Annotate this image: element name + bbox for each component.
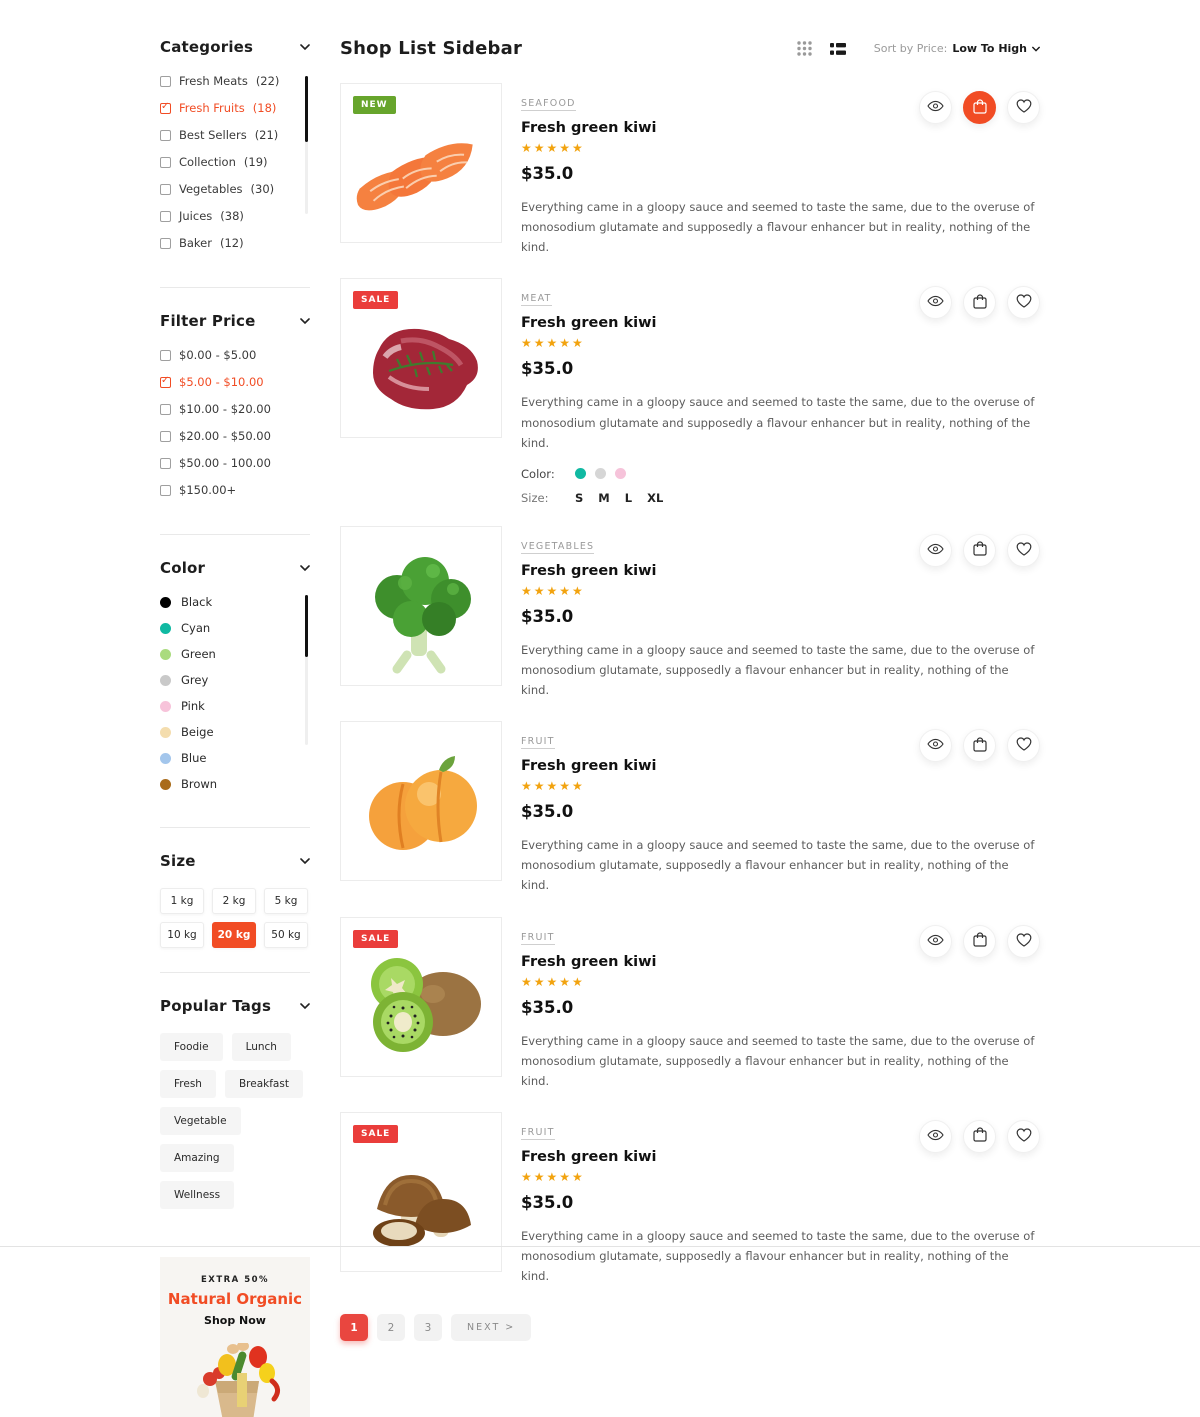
color-scrollbar-thumb[interactable] xyxy=(305,595,308,657)
page-button-2[interactable]: 2 xyxy=(377,1314,405,1341)
wishlist-button[interactable] xyxy=(1007,91,1040,124)
sale-badge: SALE xyxy=(353,1125,398,1143)
add-to-cart-button[interactable] xyxy=(963,925,996,958)
product-info xyxy=(521,278,1040,504)
product-info xyxy=(521,721,1040,895)
categories-title: Categories xyxy=(160,38,254,56)
size-section xyxy=(160,852,310,973)
category-label: Fresh Fruits xyxy=(179,101,245,115)
color-swatch xyxy=(160,675,171,686)
color-filter-grey[interactable] xyxy=(160,673,296,687)
category-filter-baker[interactable] xyxy=(160,236,296,250)
chevron-down-icon xyxy=(300,1001,310,1011)
product-image[interactable] xyxy=(340,278,502,438)
color-name: Cyan xyxy=(181,621,211,635)
category-filter-fresh-meats[interactable] xyxy=(160,74,296,88)
product-actions xyxy=(919,1120,1040,1153)
color-filter-brown[interactable] xyxy=(160,777,296,791)
category-list xyxy=(160,74,310,250)
price-range-label: $20.00 - $50.00 xyxy=(179,429,271,443)
eye-icon xyxy=(927,100,944,115)
product-options xyxy=(521,467,1040,505)
color-swatch xyxy=(160,727,171,738)
price-filter-4[interactable] xyxy=(160,456,310,470)
wishlist-button[interactable] xyxy=(1007,1120,1040,1153)
color-name: Brown xyxy=(181,777,218,791)
tag-foodie[interactable]: Foodie xyxy=(160,1033,223,1061)
product-title[interactable]: Fresh green kiwi xyxy=(521,562,657,579)
checkbox-icon[interactable] xyxy=(160,350,171,361)
category-label: Juices xyxy=(179,209,213,223)
product-image[interactable] xyxy=(340,526,502,686)
tag-lunch[interactable]: Lunch xyxy=(232,1033,291,1061)
popular-tags-title: Popular Tags xyxy=(160,997,272,1015)
product-list xyxy=(340,83,1040,1286)
color-swatch xyxy=(160,597,171,608)
category-filter-collection[interactable] xyxy=(160,155,296,169)
list-view-icon[interactable] xyxy=(828,40,848,58)
product-image[interactable] xyxy=(340,1112,502,1272)
size-header[interactable] xyxy=(160,852,310,870)
sort-by-price-dropdown[interactable] xyxy=(874,42,1040,55)
quick-view-button[interactable] xyxy=(919,286,952,319)
color-name: Blue xyxy=(181,751,207,765)
tag-breakfast[interactable]: Breakfast xyxy=(225,1070,303,1098)
category-count: (19) xyxy=(243,155,268,169)
color-swatch xyxy=(160,649,171,660)
product-category-link[interactable]: FRUIT xyxy=(521,1126,555,1138)
product-description: Everything came in a gloopy sauce and seemed to taste the same, due to the overuse of monosodium glutamate, supposedly a flavour enhancer but in reality, nothing of the kind. xyxy=(521,642,1035,697)
checkbox-icon[interactable] xyxy=(160,157,171,168)
add-to-cart-button[interactable] xyxy=(963,286,996,319)
star-rating: ★★★★★ xyxy=(521,1169,585,1184)
product-price: $35.0 xyxy=(521,1192,574,1212)
chevron-down-icon xyxy=(300,563,310,573)
price-range-label: $50.00 - 100.00 xyxy=(179,456,271,470)
eye-icon xyxy=(927,295,944,310)
star-rating: ★★★★★ xyxy=(521,336,585,351)
filter-price-title: Filter Price xyxy=(160,312,256,330)
price-range-label: $0.00 - $5.00 xyxy=(179,348,257,362)
list-controls xyxy=(795,39,1040,58)
sale-badge: SALE xyxy=(353,291,398,309)
filters-sidebar xyxy=(160,38,310,1417)
color-filter-cyan[interactable] xyxy=(160,621,296,635)
checkbox-icon[interactable] xyxy=(160,184,171,195)
heart-icon xyxy=(1016,542,1032,559)
category-label: Vegetables xyxy=(179,182,243,196)
product-row-6 xyxy=(340,1112,1040,1286)
heart-icon xyxy=(1016,99,1032,116)
product-image[interactable] xyxy=(340,721,502,881)
product-actions xyxy=(919,91,1040,124)
add-to-cart-button[interactable] xyxy=(963,91,996,124)
price-filter-3[interactable] xyxy=(160,429,310,443)
color-options-label: Color: xyxy=(521,466,555,481)
category-filter-juices[interactable] xyxy=(160,209,296,223)
page-title: Shop List Sidebar xyxy=(340,38,523,59)
size-option-m[interactable]: M xyxy=(598,490,610,505)
product-description: Everything came in a gloopy sauce and seemed to taste the same, due to the overuse of monosodium glutamate and supposedly a flavour enhancer but in reality, nothing of the kind. xyxy=(521,200,1035,255)
color-option-dot[interactable] xyxy=(615,468,626,479)
chevron-down-icon xyxy=(300,856,310,866)
popular-tags-section xyxy=(160,997,310,1233)
color-swatch xyxy=(160,623,171,634)
tag-wellness[interactable]: Wellness xyxy=(160,1181,234,1209)
star-rating: ★★★★★ xyxy=(521,141,585,155)
color-swatch xyxy=(160,701,171,712)
size-options xyxy=(160,888,310,948)
tag-list xyxy=(160,1033,310,1209)
categories-scrollbar-thumb[interactable] xyxy=(305,76,308,142)
filter-price-section xyxy=(160,312,310,535)
price-filter-2[interactable] xyxy=(160,402,310,416)
product-row-2 xyxy=(340,278,1040,504)
price-filter-list xyxy=(160,348,310,497)
size-option-s[interactable]: S xyxy=(575,490,584,505)
product-price: $35.0 xyxy=(521,164,574,183)
product-price: $35.0 xyxy=(521,606,574,626)
add-to-cart-button[interactable] xyxy=(963,1120,996,1153)
heart-icon xyxy=(1016,737,1032,754)
size-title: Size xyxy=(160,852,196,870)
color-swatch xyxy=(160,753,171,764)
star-rating: ★★★★★ xyxy=(521,583,585,598)
wishlist-button[interactable] xyxy=(1007,286,1040,319)
product-description: Everything came in a gloopy sauce and seemed to taste the same, due to the overuse of monosodium glutamate, supposedly a flavour enhancer but in reality, nothing of the kind. xyxy=(521,838,1035,893)
banner-vegetables-image xyxy=(175,1343,295,1417)
color-filter-black[interactable] xyxy=(160,595,296,609)
color-filter-green[interactable] xyxy=(160,647,296,661)
categories-section xyxy=(160,38,310,288)
product-title[interactable]: Fresh green kiwi xyxy=(521,315,657,332)
category-label: Collection xyxy=(179,155,236,169)
color-scrollbar[interactable] xyxy=(305,595,308,745)
shopping-bag-icon xyxy=(973,737,987,755)
color-filter-pink[interactable] xyxy=(160,699,296,713)
product-category-link[interactable]: FRUIT xyxy=(521,931,555,943)
sort-label: Sort by Price: xyxy=(873,42,948,55)
page-button-3[interactable]: 3 xyxy=(414,1314,442,1341)
product-price: $35.0 xyxy=(521,359,574,379)
product-category-link[interactable]: SEAFOOD xyxy=(521,98,576,109)
color-list xyxy=(160,595,310,791)
product-description: Everything came in a gloopy sauce and seemed to taste the same, due to the overuse of monosodium glutamate and supposedly a flavour enhancer but in reality, nothing of the kind. xyxy=(521,395,1035,450)
page-bottom-divider xyxy=(0,1246,1200,1247)
size-option-xl[interactable]: XL xyxy=(647,490,664,505)
price-range-label: $150.00+ xyxy=(179,483,237,497)
eye-icon xyxy=(927,543,944,558)
product-info xyxy=(521,1112,1040,1286)
heart-icon xyxy=(1016,294,1032,311)
categories-header[interactable] xyxy=(160,38,310,56)
product-price: $35.0 xyxy=(521,802,574,822)
checkbox-icon[interactable] xyxy=(160,130,171,141)
product-category-link[interactable]: VEGETABLES xyxy=(521,540,595,552)
promo-banner[interactable] xyxy=(160,1257,310,1417)
shopping-bag-icon xyxy=(973,932,987,950)
color-filter-blue[interactable] xyxy=(160,751,296,765)
color-name: Pink xyxy=(181,699,205,713)
product-actions xyxy=(919,729,1040,762)
product-price: $35.0 xyxy=(521,997,574,1017)
category-count: (22) xyxy=(255,74,280,88)
wishlist-button[interactable] xyxy=(1007,534,1040,567)
sort-value: Low To High xyxy=(952,42,1027,55)
category-label: Best Sellers xyxy=(179,128,247,142)
product-description: Everything came in a gloopy sauce and seemed to taste the same, due to the overuse of monosodium glutamate, supposedly a flavour enhancer but in reality, nothing of the kind. xyxy=(521,1033,1035,1088)
color-swatch xyxy=(160,779,171,790)
popular-tags-header[interactable] xyxy=(160,997,310,1015)
tag-amazing[interactable]: Amazing xyxy=(160,1144,234,1172)
product-actions xyxy=(919,534,1040,567)
product-category-link[interactable]: MEAT xyxy=(521,293,552,305)
tag-vegetable[interactable]: Vegetable xyxy=(160,1107,241,1135)
category-count: (21) xyxy=(254,128,279,142)
product-info xyxy=(521,526,1040,700)
size-option-50kg[interactable]: 50 kg xyxy=(264,922,308,948)
color-filter-beige[interactable] xyxy=(160,725,296,739)
quick-view-button[interactable] xyxy=(919,91,952,124)
add-to-cart-button[interactable] xyxy=(963,534,996,567)
shopping-bag-icon xyxy=(973,294,987,312)
color-name: Green xyxy=(181,647,216,661)
heart-icon xyxy=(1016,1128,1032,1145)
category-label: Fresh Meats xyxy=(179,74,248,88)
product-description: Everything came in a gloopy sauce and seemed to taste the same, due to the overuse of monosodium glutamate, supposedly a flavour enhancer but in reality, nothing of the kind. xyxy=(521,1228,1035,1284)
chevron-down-icon xyxy=(1032,44,1040,54)
checkbox-icon[interactable] xyxy=(160,431,171,442)
heart-icon xyxy=(1016,933,1032,950)
quick-view-button[interactable] xyxy=(919,1120,952,1153)
size-option-10kg[interactable]: 10 kg xyxy=(160,922,204,948)
shop-list-main xyxy=(340,38,1040,1341)
color-name: Beige xyxy=(181,725,214,739)
product-image[interactable] xyxy=(340,917,502,1077)
product-title[interactable]: Fresh green kiwi xyxy=(521,1148,657,1165)
product-row-1 xyxy=(340,83,1040,257)
category-count: (12) xyxy=(220,236,244,250)
checkbox-icon[interactable] xyxy=(160,211,171,222)
shopping-bag-icon xyxy=(973,541,987,559)
grid-view-icon[interactable] xyxy=(795,39,814,58)
star-rating: ★★★★★ xyxy=(521,974,585,989)
product-row-4 xyxy=(340,721,1040,895)
checkbox-icon[interactable] xyxy=(160,103,171,114)
checkbox-icon[interactable] xyxy=(160,458,171,469)
size-option-5kg[interactable]: 5 kg xyxy=(264,888,308,914)
banner-shop-now-link[interactable]: Shop Now xyxy=(204,1314,266,1327)
wishlist-button[interactable] xyxy=(1007,925,1040,958)
product-row-3 xyxy=(340,526,1040,700)
page-button-1[interactable]: 1 xyxy=(340,1314,368,1341)
checkbox-icon[interactable] xyxy=(160,377,171,388)
category-filter-fresh-fruits[interactable] xyxy=(160,101,296,115)
chevron-down-icon xyxy=(300,42,310,52)
price-range-label: $10.00 - $20.00 xyxy=(179,402,271,416)
product-title[interactable]: Fresh green kiwi xyxy=(521,758,657,775)
next-page-button[interactable]: NEXT > xyxy=(451,1314,531,1341)
sale-badge: SALE xyxy=(353,930,398,948)
size-option-1kg[interactable]: 1 kg xyxy=(160,888,204,914)
size-option-2kg[interactable]: 2 kg xyxy=(212,888,256,914)
tag-fresh[interactable]: Fresh xyxy=(160,1070,216,1098)
checkbox-icon[interactable] xyxy=(160,76,171,87)
color-option-dot[interactable] xyxy=(575,468,586,479)
filter-price-header[interactable] xyxy=(160,312,310,330)
product-actions xyxy=(919,925,1040,958)
category-filter-vegetables[interactable] xyxy=(160,182,296,196)
product-image[interactable] xyxy=(340,83,502,243)
product-title[interactable]: Fresh green kiwi xyxy=(521,120,657,136)
categories-scrollbar[interactable] xyxy=(305,76,308,214)
color-name: Black xyxy=(181,595,213,609)
size-option-l[interactable]: L xyxy=(624,490,633,505)
banner-title: Natural Organic xyxy=(167,1290,303,1308)
pagination xyxy=(340,1314,1040,1341)
product-category-link[interactable]: FRUIT xyxy=(521,736,555,748)
price-filter-0[interactable] xyxy=(160,348,310,362)
quick-view-button[interactable] xyxy=(919,925,952,958)
checkbox-icon[interactable] xyxy=(160,404,171,415)
eye-icon xyxy=(927,1129,944,1144)
category-count: (38) xyxy=(220,209,244,223)
color-section xyxy=(160,559,310,828)
product-info xyxy=(521,917,1040,1091)
banner-subtitle: EXTRA 50% xyxy=(200,1275,270,1285)
color-name: Grey xyxy=(181,673,209,687)
product-title[interactable]: Fresh green kiwi xyxy=(521,953,657,970)
product-row-5 xyxy=(340,917,1040,1091)
color-title: Color xyxy=(160,559,206,577)
category-filter-best-sellers[interactable] xyxy=(160,128,296,142)
add-to-cart-button[interactable] xyxy=(963,729,996,762)
eye-icon xyxy=(927,738,944,753)
product-info xyxy=(521,83,1040,257)
price-range-label: $5.00 - $10.00 xyxy=(179,375,264,389)
color-option-dot[interactable] xyxy=(595,468,606,479)
shopping-bag-icon xyxy=(973,99,987,117)
quick-view-button[interactable] xyxy=(919,534,952,567)
list-header xyxy=(340,38,1040,59)
wishlist-button[interactable] xyxy=(1007,729,1040,762)
category-count: (30) xyxy=(250,182,275,196)
checkbox-icon[interactable] xyxy=(160,485,171,496)
checkbox-icon[interactable] xyxy=(160,238,171,249)
star-rating: ★★★★★ xyxy=(521,779,585,794)
color-header[interactable] xyxy=(160,559,310,577)
price-filter-1[interactable] xyxy=(160,375,310,389)
quick-view-button[interactable] xyxy=(919,729,952,762)
product-actions xyxy=(919,286,1040,319)
shopping-bag-icon xyxy=(973,1127,987,1145)
category-count: (18) xyxy=(252,101,277,115)
chevron-down-icon xyxy=(300,316,310,326)
eye-icon xyxy=(927,934,944,949)
new-badge: NEW xyxy=(353,96,396,114)
category-label: Baker xyxy=(179,236,212,250)
size-options-label: Size: xyxy=(521,490,549,505)
size-option-20kg[interactable]: 20 kg xyxy=(212,922,256,948)
price-filter-5[interactable] xyxy=(160,483,310,497)
